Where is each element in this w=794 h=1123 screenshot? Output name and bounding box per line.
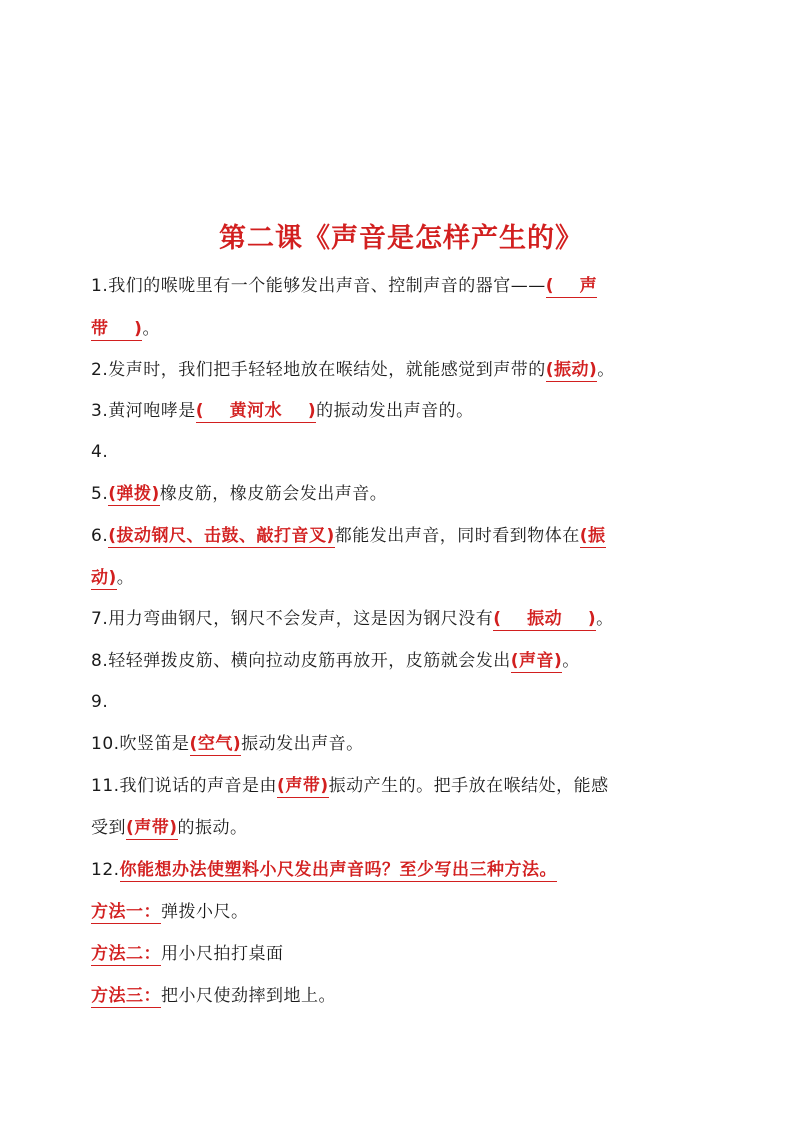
question-10 — [91, 732, 711, 756]
answer-blank: (空气) — [189, 734, 242, 754]
question-text: 受到 — [91, 818, 126, 838]
question-text: 。 — [597, 360, 615, 380]
answer-blank: (弹拨) — [108, 484, 160, 504]
method-label: 方法三： — [91, 986, 161, 1006]
page-title: 第二课《声音是怎样产生的》 — [219, 223, 583, 254]
question-text: 吹竖笛是 — [119, 734, 190, 754]
method-2 — [91, 942, 711, 966]
question-4 — [91, 440, 711, 464]
question-1-continued — [91, 317, 711, 341]
answer-blank: ( 声 — [545, 276, 598, 296]
answer-blank: 带 ) — [91, 319, 143, 339]
question-text: 。 — [142, 319, 160, 339]
answer-blank: 动) — [91, 568, 117, 588]
question-prompt: 你能想办法使塑料小尺发出声音吗？至少写出三种方法。 — [119, 860, 558, 880]
question-text: 橡皮筋，橡皮筋会发出声音。 — [159, 484, 388, 504]
method-text: 把小尺使劲摔到地上。 — [161, 986, 336, 1006]
question-text: 黄河咆哮是 — [108, 401, 196, 421]
question-number: 10. — [91, 734, 120, 754]
question-text: 发声时，我们把手轻轻地放在喉结处，就能感觉到声带的 — [108, 360, 546, 380]
answer-blank: (声带) — [126, 818, 178, 838]
question-text: 都能发出声音，同时看到物体在 — [334, 526, 580, 546]
question-11 — [91, 774, 711, 798]
question-12 — [91, 858, 711, 882]
question-11-continued — [91, 816, 711, 840]
answer-blank: (声音) — [510, 651, 563, 671]
answer-blank: ( 振动 ) — [493, 609, 597, 629]
question-number: 4. — [91, 442, 109, 462]
answer-blank: (振 — [579, 526, 606, 546]
method-1 — [91, 900, 711, 924]
answer-blank: ( 黄河水 ) — [195, 401, 317, 421]
question-8 — [91, 649, 711, 673]
question-number: 12. — [91, 860, 120, 880]
question-number: 1. — [91, 276, 109, 296]
question-text: 用力弯曲钢尺，钢尺不会发声，这是因为钢尺没有 — [108, 609, 494, 629]
question-text: 。 — [562, 651, 580, 671]
answer-blank: (拔动钢尺、击鼓、敲打音叉) — [108, 526, 335, 546]
question-text: 。 — [596, 609, 614, 629]
question-text: 轻轻弹拨皮筋、横向拉动皮筋再放开，皮筋就会发出 — [108, 651, 511, 671]
question-number: 6. — [91, 526, 109, 546]
answer-blank: (振动) — [545, 360, 598, 380]
method-label: 方法二： — [91, 944, 161, 964]
question-2 — [91, 358, 711, 382]
question-9 — [91, 690, 711, 714]
question-text: 振动产生的。把手放在喉结处，能感 — [328, 776, 609, 796]
question-1 — [91, 274, 711, 298]
question-text: 。 — [116, 568, 135, 588]
question-number: 8. — [91, 651, 109, 671]
question-number: 7. — [91, 609, 109, 629]
question-5 — [91, 482, 711, 506]
answer-blank: (声带) — [277, 776, 329, 796]
question-text: 的振动发出声音的。 — [316, 401, 474, 421]
question-text: 我们说话的声音是由 — [119, 776, 278, 796]
question-number: 2. — [91, 360, 109, 380]
question-number: 9. — [91, 692, 109, 712]
question-number: 11. — [91, 776, 120, 796]
question-text: 振动发出声音。 — [241, 734, 364, 754]
question-text: 的振动。 — [177, 818, 248, 838]
question-text: 我们的喉咙里有一个能够发出声音、控制声音的器官—— — [108, 276, 546, 296]
question-number: 3. — [91, 401, 109, 421]
question-3 — [91, 399, 711, 423]
question-7 — [91, 607, 711, 631]
method-3 — [91, 984, 711, 1008]
question-6-continued — [91, 566, 711, 590]
method-text: 用小尺拍打桌面 — [161, 944, 284, 964]
method-text: 弹拨小尺。 — [161, 902, 249, 922]
question-number: 5. — [91, 484, 109, 504]
method-label: 方法一： — [91, 902, 161, 922]
question-6 — [91, 524, 711, 548]
